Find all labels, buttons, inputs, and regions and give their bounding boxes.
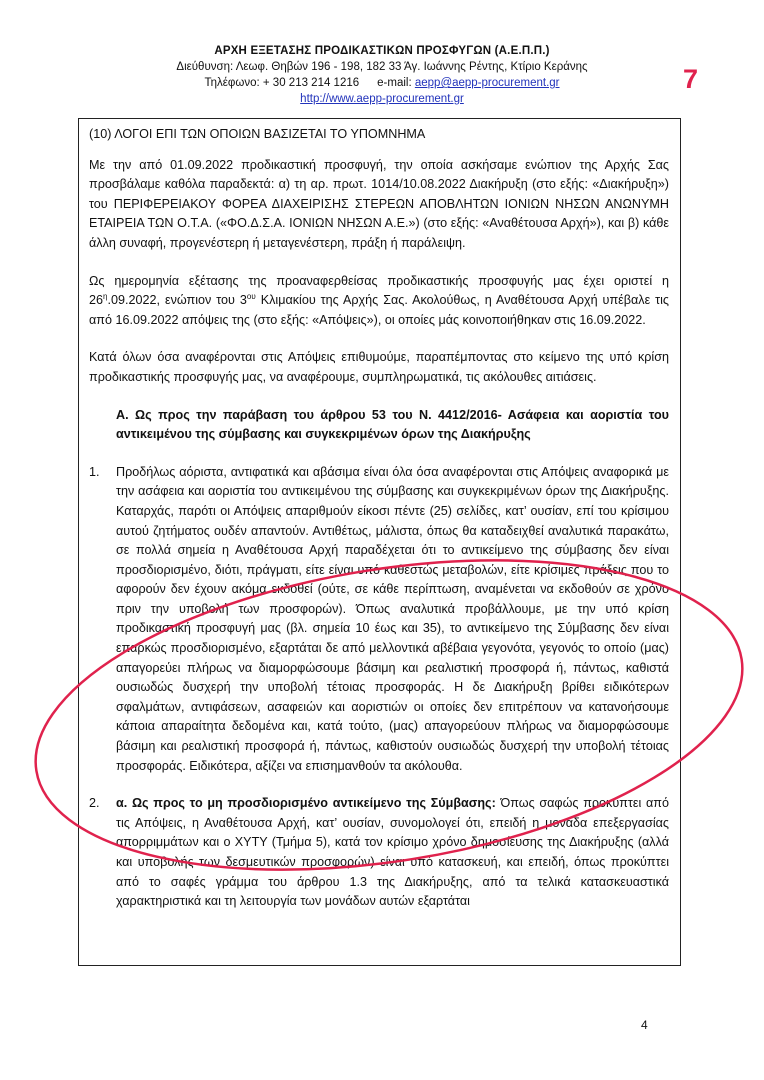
item-number: 2. [89,796,100,811]
email-link[interactable]: aepp@aepp-procurement.gr [414,77,560,89]
website-link[interactable]: http://www.aepp-procurement.gr [300,93,464,105]
item-text: Προδήλως αόριστα, αντιφατικά και αβάσιμα είναι όλα όσα αναφέρονται στις Απόψεις αναφορικά με την ασάφεια και αοριστία του αντικειμένου της σύμβασης και συγκεκριμένων όρων της Διακήρυξης. Καταρχάς, παρότι οι Απόψεις απαριθμούν είκοσι πέντε (25) σελίδες, κατ’ ουσίαν, επί του κρίσιμου αυτού ζητήματος ουδέν απαντούν. Αντιθέτως, μάλιστα, όπως θα καταδειχθεί αναλυτικά παρακάτω, σε πολλά σημεία η Αναθέτουσα Αρχή παραδέχεται ότι το αντικείμενο της σύμβασης δεν είναι προσδιορισμένο, διότι, πράγματι, είτε είναι υπό καθεστώς μεταβολών, είτε κρίσιμες πράξεις που το αφορούν δεν έχουν ακόμα εκδοθεί (ούτε, σε κάθε περίπτωση, αναμένεται να εκδοθούν σε χρόνο πριν την υποβολή των προσφορών). Όπως αναλυτικά προβάλλουμε, με την υπό κρίση προδικαστική προσφυγή μας (βλ. σημεία 10 έως και 35), το αντικείμενο της Σύμβασης δεν είναι επαρκώς προσδιορισμένο, εξαρτάται δε από μελλοντικά αβέβαια γεγονότα, γεγονός το οποίο (μας) απαγορεύει πλήρως να διαμορφώσουμε βάσιμη και ρεαλιστική προσφορά ή, πάντως, καθιστά ουσιωδώς δυσχερή την υποβολή τέτοιας προσφοράς. Η δε Διακήρυξη βρίθει ειδικότερων σφαλμάτων, αντιφάσεων, ασαφειών και αοριστιών οι οποίες δεν επιτρέπουν να κατανοήσουμε κάποια απαραίτητα δεδομένα και, κατά τούτο, (μας) απαγορεύουν πλήρως να διαμορφώσουμε βάσιμη και ρεαλιστική προσφορά ή, πάντως, καθιστούν ουσιωδώς δυσχερή την υποβολή τέτοιας προσφοράς. Ειδικότερα, αξίζει να επισημανθούν τα ακόλουθα. [116,464,669,773]
section-heading: (10) ΛΟΓΟΙ ΕΠΙ ΤΩΝ ΟΠΟΙΩΝ ΒΑΣΙΖΕΤΑΙ ΤΟ ΥΠΟΜΝΗΜΑ [89,127,426,141]
ordinal-suffix: ου [246,291,256,301]
memorandum-frame [78,118,681,966]
phone-text: Τηλέφωνο: + 30 213 214 1216 [204,77,360,89]
numbered-item [89,794,669,912]
page-number: 4 [641,1018,648,1032]
ordinal-suffix: η [103,291,108,301]
paragraph-hearing-date: Ως ημερομηνία εξέτασης της προαναφερθείσας προδικαστικής προσφυγής μας έχει οριστεί η $26^\eta.09.2022$, ενώπιον του $3^{o\upsilon}$ Κλιμακίου της Αρχής Σας. Ακολούθως, η Αναθέτουσα Αρχή υπέβαλε τις από 16.09.2022 απόψεις της (στο εξής: «Απόψεις»), οι οποίες μάς κοινοποιήθηκαν στις 16.09.2022. [89,273,669,327]
email-label: e-mail: [377,77,412,89]
paragraph-grounds: Κατά όλων όσα αναφέρονται στις Απόψεις επιθυμούμε, παραπέμποντας στο κείμενο της υπό κρίση προδικαστικής προσφυγής μας, να αναφέρουμε, συμπληρωματικά, τις ακόλουθες αιτιάσεις. [89,350,669,384]
paragraph-appeal: Με την από 01.09.2022 προδικαστική προσφυγή, την οποία ασκήσαμε ενώπιον της Αρχής Σας προσβάλαμε καθόλα παραδεκτά: α) τη αρ. πρωτ. 1014/10.08.2022 Διακήρυξη (στο εξής: «Διακήρυξη») του ΠΕΡΙΦΕΡΕΙΑΚΟΥ ΦΟΡΕΑ ΔΙΑΧΕΙΡΙΣΗΣ ΣΤΕΡΕΩΝ ΑΠΟΒΛΗΤΩΝ ΙΟΝΙΩΝ ΝΗΣΩΝ ΑΝΩΝΥΜΗ ΕΤΑΙΡΕΙΑ ΤΩΝ Ο.Τ.Α. («ΦΟ.Δ.Σ.Α. ΙΟΝΙΩΝ ΝΗΣΩΝ Α.Ε.») (στο εξής: «Αναθέτουσα Αρχή»), και β) κάθε άλλη συναφή, προγενέστερη ή μεταγενέστερη, πράξη ή παράλειψη. [89,157,669,250]
item-number: 1. [89,464,100,479]
subsection-heading: Α. Ως προς την παράβαση του άρθρου 53 του Ν. 4412/2016- Ασάφεια και αοριστία του αντικειμένου της σύμβασης και συγκεκριμένων όρων της Διακήρυξης [116,407,669,442]
item-text: α. Ως προς το μη προσδιορισμένο αντικείμενο της Σύμβασης: Όπως σαφώς προκύπτει από τις Απόψεις, η Αναθέτουσα Αρχή, κατ’ ουσίαν, συνομολογεί ότι, επειδή η μονάδα επεξεργασίας απορριμμάτων και ο ΧΥΤΥ (Τμήμα 5), κατά τον κρίσιμο χρόνο δημοσίευσης της Διακήρυξης (αλλά και υποβολής των δεσμευτικών προσφορών) είναι υπό κατασκευή, και επειδή, όπως προκύπτει από το σαφές γράμμα του άρθρου 1.3 της Διακήρυξης, από τα τελικά κατασκευαστικά χαρακτηριστικά και τη λειτουργία των μονάδων αυτών εξαρτάται [116,796,669,909]
page-badge: 7 [683,64,699,94]
document-header [0,43,764,107]
item-lead: α. Ως προς το μη προσδιορισμένο αντικείμενο της Σύμβασης: [116,796,496,811]
authority-title: ΑΡΧΗ ΕΞΕΤΑΣΗΣ ΠΡΟΔΙΚΑΣΤΙΚΩΝ ΠΡΟΣΦΥΓΩΝ (Α.Ε.Π.Π.) [214,45,550,57]
numbered-item [89,463,669,777]
contact-line [0,75,764,91]
authority-address: Διεύθυνση: Λεωφ. Θηβών 196 - 198, 182 33 Άγ. Ιωάννης Ρέντης, Κτίριο Κεράνης [176,61,588,73]
